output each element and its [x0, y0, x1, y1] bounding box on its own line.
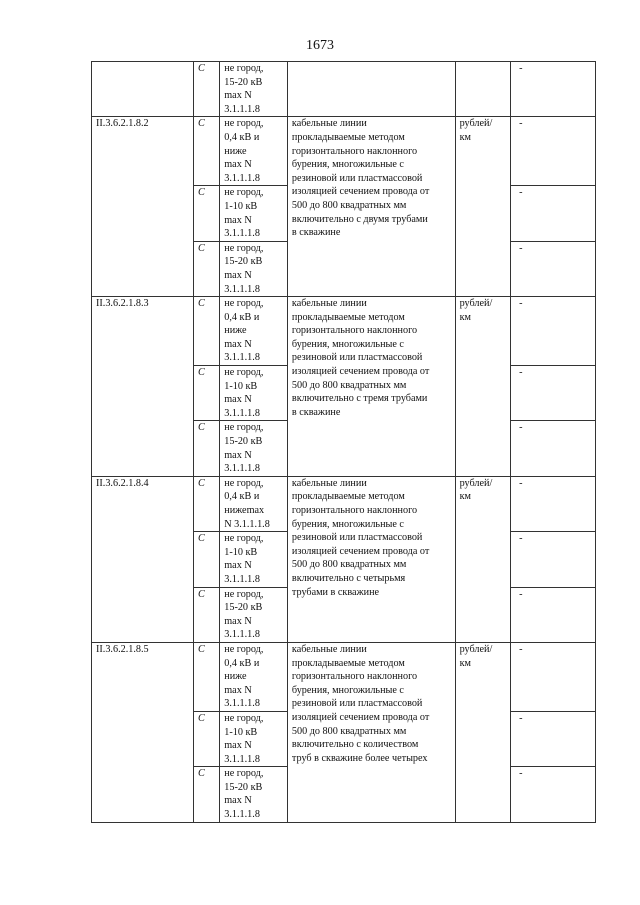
cell-value [511, 587, 596, 642]
value-text: - [519, 588, 523, 600]
value-text: - [519, 63, 523, 74]
cell-unit [455, 62, 511, 117]
cell-description: кабельные линии прокладываемые методом горизонтального наклонного бурения, многожильные с резиновой или пластмассовой изоляцией сечением провода от 500 до 800 квадратных мм включительно с двумя трубами в скважине [287, 117, 455, 297]
cell-letter: C [194, 642, 220, 711]
cell-description: кабельные линии прокладываемые методом горизонтального наклонного бурения, многожильные с резиновой или пластмассовой изоляцией сечением провода от 500 до 800 квадратных мм включительно с тремя трубами в скважине [287, 297, 455, 477]
cell-value [511, 642, 596, 711]
cell-code: II.3.6.2.1.8.2 [92, 117, 194, 297]
cell-letter: C [194, 366, 220, 421]
cell-description [287, 62, 455, 117]
cell-description: кабельные линии прокладываемые методом горизонтального наклонного бурения, многожильные с резиновой или пластмассовой изоляцией сечением провода от 500 до 800 квадратных мм включительно с четырьмя трубами в скважине [287, 476, 455, 642]
cell-condition: не город, 0,4 кВ и ниже max N 3.1.1.1.8 [220, 117, 288, 186]
cell-code [92, 62, 194, 117]
cell-value [511, 767, 596, 822]
cell-letter: C [194, 297, 220, 366]
cell-condition: не город, 0,4 кВ и нижеmax N 3.1.1.1.8 [220, 476, 288, 531]
cell-value [511, 241, 596, 296]
cell-condition: не город, 1-10 кВ max N 3.1.1.1.8 [220, 532, 288, 587]
value-text: - [519, 118, 523, 130]
cell-unit: рублей/ км [455, 117, 511, 297]
cell-condition: не город, 15-20 кВ max N 3.1.1.1.8 [220, 587, 288, 642]
value-text: - [519, 422, 523, 434]
table-row-continuation [92, 62, 596, 117]
cell-value [511, 62, 596, 117]
table-row [92, 297, 596, 366]
value-text: - [519, 477, 523, 489]
cell-condition: не город, 15-20 кВ max N 3.1.1.1.8 [220, 767, 288, 822]
cell-condition: не город, 0,4 кВ и ниже max N 3.1.1.1.8 [220, 297, 288, 366]
cell-letter: C [194, 476, 220, 531]
value-text: - [519, 533, 523, 545]
cell-condition: не город, 15-20 кВ max N 3.1.1.1.8 [220, 241, 288, 296]
cell-value [511, 532, 596, 587]
cell-value [511, 297, 596, 366]
cell-condition: не город, 1-10 кВ max N 3.1.1.1.8 [220, 711, 288, 766]
cell-letter: C [194, 186, 220, 241]
cell-code: II.3.6.2.1.8.4 [92, 476, 194, 642]
cell-value [511, 186, 596, 241]
cell-condition: не город, 1-10 кВ max N 3.1.1.1.8 [220, 186, 288, 241]
value-text: - [519, 367, 523, 379]
cell-value [511, 711, 596, 766]
cell-value [511, 421, 596, 476]
cell-value [511, 476, 596, 531]
table-row [92, 117, 596, 186]
cell-letter: C [194, 241, 220, 296]
cell-unit: рублей/ км [455, 476, 511, 642]
cell-letter: C [194, 421, 220, 476]
cell-description: кабельные линии прокладываемые методом горизонтального наклонного бурения, многожильные с резиновой или пластмассовой изоляцией сечением провода от 500 до 800 квадратных мм включительно с количеством труб в скважине более четырех [287, 642, 455, 822]
cell-value [511, 117, 596, 186]
cell-value [511, 366, 596, 421]
page-number: 1673 [306, 38, 334, 53]
value-text: - [519, 187, 523, 199]
cell-letter: C [194, 767, 220, 822]
cell-letter: C [194, 587, 220, 642]
tariff-table [91, 61, 596, 823]
cell-unit: рублей/ км [455, 297, 511, 477]
cell-letter: C [194, 711, 220, 766]
cell-code: II.3.6.2.1.8.3 [92, 297, 194, 477]
cell-condition: не город, 1-10 кВ max N 3.1.1.1.8 [220, 366, 288, 421]
value-text: - [519, 643, 523, 655]
value-text: - [519, 298, 523, 310]
value-text: - [519, 242, 523, 254]
cell-letter: C [194, 62, 220, 117]
cell-code: II.3.6.2.1.8.5 [92, 642, 194, 822]
cell-letter: C [194, 117, 220, 186]
cell-unit: рублей/ км [455, 642, 511, 822]
table-row [92, 476, 596, 531]
cell-condition: не город, 0,4 кВ и ниже max N 3.1.1.1.8 [220, 642, 288, 711]
table-row [92, 642, 596, 711]
cell-condition: не город, 15-20 кВ max N 3.1.1.1.8 [220, 62, 288, 117]
value-text: - [519, 712, 523, 724]
cell-letter: C [194, 532, 220, 587]
value-text: - [519, 768, 523, 780]
cell-condition: не город, 15-20 кВ max N 3.1.1.1.8 [220, 421, 288, 476]
